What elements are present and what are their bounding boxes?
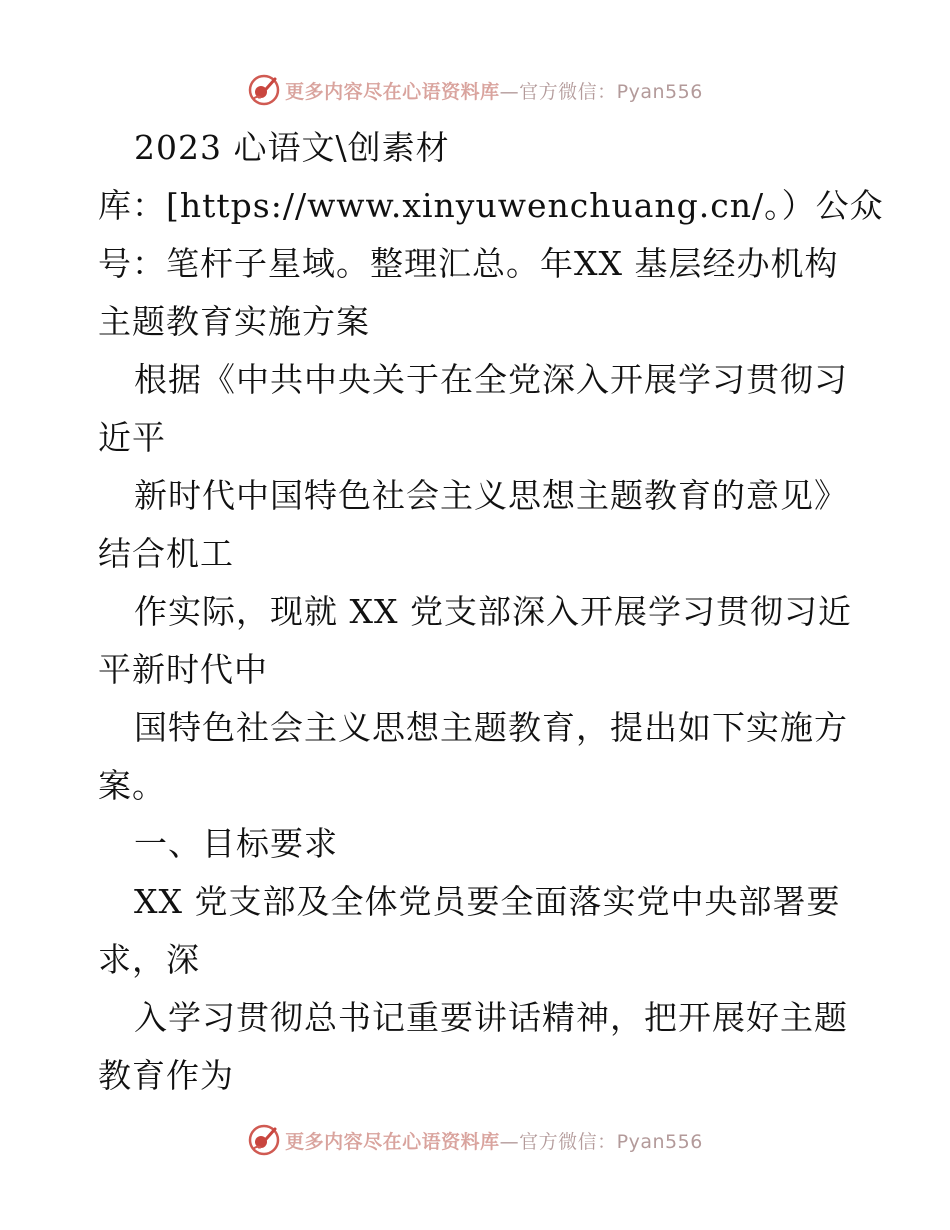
body-line: 平新时代中 (98, 650, 268, 689)
watermark-sub-text: —官方微信：Pyan556 (499, 80, 703, 103)
watermark-sub-text: —官方微信：Pyan556 (499, 1130, 703, 1153)
section-heading: 一、目标要求 (134, 824, 338, 863)
body-line: 号：笔杆子星域。整理汇总。年XX 基层经办机构 (98, 244, 839, 283)
brush-logo-icon (247, 1123, 281, 1157)
body-line: 国特色社会主义思想主题教育，提出如下实施方 (134, 708, 848, 747)
watermark-banner-bottom (0, 1120, 950, 1160)
body-line: 案。 (98, 766, 166, 805)
watermark-main-text: 更多内容尽在心语资料库 (285, 1130, 500, 1153)
watermark-main-text: 更多内容尽在心语资料库 (285, 80, 500, 103)
watermark-banner-top (0, 70, 950, 110)
body-line: 2023 心语文\创素材 (134, 128, 450, 167)
body-line: 主题教育实施方案 (98, 302, 370, 341)
body-line: 结合机工 (98, 534, 234, 573)
body-line: 教育作为 (98, 1056, 234, 1095)
body-line: 近平 (98, 418, 166, 457)
body-line: 入学习贯彻总书记重要讲话精神，把开展好主题 (134, 998, 848, 1037)
body-line: 求，深 (98, 940, 200, 979)
body-line: XX 党支部及全体党员要全面落实党中央部署要 (134, 882, 841, 921)
body-line: 根据《中共中央关于在全党深入开展学习贯彻习 (134, 360, 848, 399)
body-line: 库：[https://www.xinyuwenchuang.cn/。）公众 (98, 186, 884, 225)
body-line: 新时代中国特色社会主义思想主题教育的意见》 (134, 476, 848, 515)
body-line: 作实际，现就 XX 党支部深入开展学习贯彻习近 (134, 592, 852, 631)
brush-logo-icon (247, 73, 281, 107)
